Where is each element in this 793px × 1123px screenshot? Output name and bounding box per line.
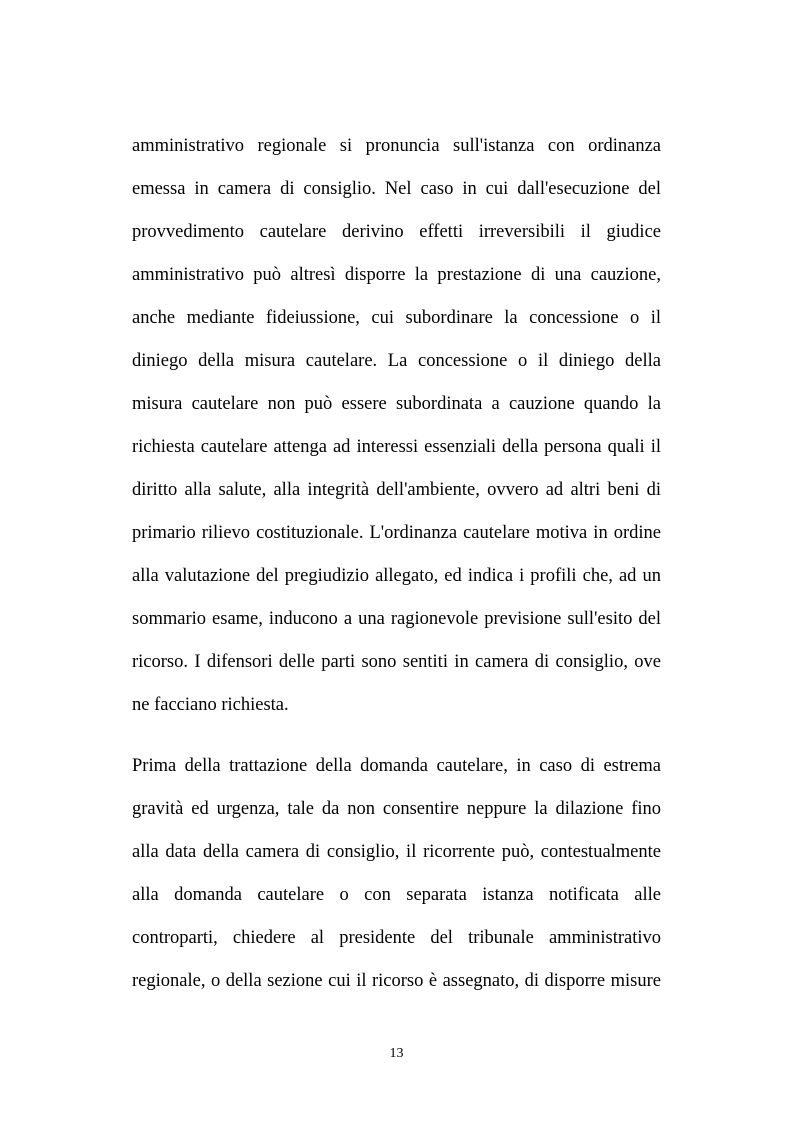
text-line: emessa in camera di consiglio. Nel caso in cui dall'esecuzione del <box>132 179 661 199</box>
text-line: ricorso. I difensori delle parti sono sentiti in camera di consiglio, ove <box>132 652 661 672</box>
text-line: Prima della trattazione della domanda cautelare, in caso di estrema <box>132 756 661 776</box>
text-line: diritto alla salute, alla integrità dell'ambiente, ovvero ad altri beni di <box>132 480 661 500</box>
text-line: misura cautelare non può essere subordinata a cauzione quando la <box>132 394 661 414</box>
text-line: anche mediante fideiussione, cui subordinare la concessione o il <box>132 308 661 328</box>
text-line: alla data della camera di consiglio, il ricorrente può, contestualmente <box>132 842 661 862</box>
body-text <box>132 125 661 1003</box>
text-line: alla valutazione del pregiudizio allegato, ed indica i profili che, ad un <box>132 566 661 586</box>
paragraph-1 <box>132 125 661 727</box>
text-line: primario rilievo costituzionale. L'ordinanza cautelare motiva in ordine <box>132 523 661 543</box>
text-line: diniego della misura cautelare. La concessione o il diniego della <box>132 351 661 371</box>
text-line: richiesta cautelare attenga ad interessi essenziali della persona quali il <box>132 437 661 457</box>
paragraph-2 <box>132 745 661 1003</box>
text-line: gravità ed urgenza, tale da non consentire neppure la dilazione fino <box>132 799 661 819</box>
text-line: regionale, o della sezione cui il ricorso è assegnato, di disporre misure <box>132 971 661 991</box>
text-line: controparti, chiedere al presidente del tribunale amministrativo <box>132 928 661 948</box>
text-line: provvedimento cautelare derivino effetti irreversibili il giudice <box>132 222 661 242</box>
text-line: amministrativo regionale si pronuncia sull'istanza con ordinanza <box>132 136 661 156</box>
text-line: alla domanda cautelare o con separata istanza notificata alle <box>132 885 661 905</box>
page-number: 13 <box>389 1046 404 1061</box>
text-line: amministrativo può altresì disporre la prestazione di una cauzione, <box>132 265 661 285</box>
text-line: sommario esame, inducono a una ragionevole previsione sull'esito del <box>132 609 661 629</box>
text-line: ne facciano richiesta. <box>132 695 289 715</box>
